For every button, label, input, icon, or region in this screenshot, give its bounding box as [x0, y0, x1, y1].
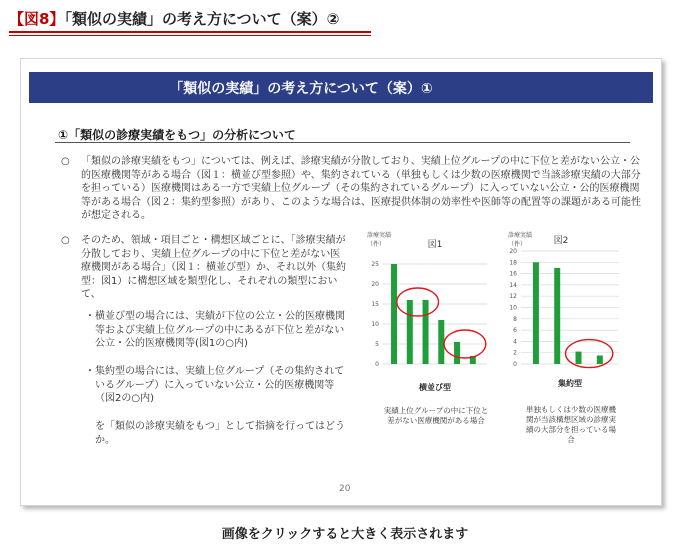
x-axis-label: 集約型: [558, 379, 582, 388]
page-heading: [9, 8, 339, 29]
y-tick-label: 5: [375, 341, 379, 348]
chart-caption-line: 実績上位グループの中に下位と: [383, 406, 489, 415]
bar: [597, 356, 603, 364]
heading-underline: [9, 31, 371, 33]
bullet-mark: ○: [61, 156, 70, 167]
y-axis-label: 診療実績: [367, 232, 392, 239]
y-tick-label: 0: [513, 361, 517, 368]
paragraph-1-text: 「類似の診療実績をもつ」については、例えば、診療実績が分散しており、実績上位グループの中に下位と差がない公立・公的医療機関等がある場合（図１：横並び型参照）や、集約されている（単独もしくは少数の医療機関で当該診療実績の大部分を担っている）医療機関はある一方で実績上位グループ（その集約されているグループ）に入っていない公立・公的医療機関等がある場合（図２：集約型参照）があり、このような場合は、医療提供体制の効率性や医師等の配置等の課題がある可能性が想定される。: [81, 156, 641, 221]
y-tick-label: 10: [509, 304, 517, 312]
highlight-circle: [397, 288, 439, 316]
slide-title: 「類似の実績」の考え方について（案）①: [169, 80, 433, 97]
sub-bullet-mark: ・: [85, 366, 95, 377]
x-axis-label: 横並び型: [419, 383, 451, 392]
y-tick-label: 12: [509, 293, 517, 301]
y-tick-label: 0: [375, 361, 379, 368]
bar: [407, 300, 413, 364]
y-tick-label: 25: [371, 261, 379, 268]
closing-text: を「類似の診療実績をもつ」として指摘を行ってはどうか。: [95, 421, 345, 446]
y-tick-label: 20: [371, 281, 379, 288]
bar: [391, 264, 397, 364]
section-heading: ①「類似の診療実績をもつ」の分析について: [58, 128, 296, 142]
y-axis-label: （件）: [367, 241, 386, 248]
slide-page-number: 20: [339, 484, 351, 494]
bar: [576, 352, 582, 364]
sub-item-1-text: 横並び型の場合には、実績が下位の公立・公的医療機関等および実績上位グループの中にあるが下位と差がない公立・公的医療機関等(図1の○内): [95, 311, 345, 349]
chart-caption-line: 績の大部分を担っている場: [526, 425, 616, 434]
chart-caption-line: 差がない医療機関がある場合: [387, 416, 485, 425]
chart-caption-line: 単独もしくは少数の医療機: [526, 405, 616, 414]
y-tick-label: 15: [371, 301, 379, 308]
y-tick-label: 16: [509, 270, 517, 278]
y-axis-label: 診療実績: [508, 232, 533, 239]
y-tick-label: 2: [513, 349, 517, 357]
bullet-mark: ○: [61, 235, 70, 246]
y-tick-label: 18: [509, 259, 517, 267]
chart-title: 図1: [427, 240, 443, 250]
chart-caption-line: 関が当該構想区域の診療実: [526, 415, 616, 424]
heading-underline-thin: [9, 35, 371, 36]
slide-image[interactable]: [20, 58, 662, 506]
heading-title: 「類似の実績」の考え方について（案）②: [64, 10, 340, 28]
y-tick-label: 10: [371, 321, 379, 328]
bar: [423, 300, 429, 364]
heading-label: 【図8】: [9, 10, 65, 28]
click-caption: 画像をクリックすると大きく表示されます: [221, 527, 469, 542]
charts-svg: [21, 59, 661, 505]
sub-item-2-text: 集約型の場合には、実績上位グループ（その集約されているグループ）に入っていない公立・公的医療機関等（図2の○内): [95, 366, 345, 404]
y-axis-label: （件）: [508, 241, 527, 248]
paragraph-2-text: そのため、領域・項目ごと・構想区域ごとに、「診療実績が分散しており、実績上位グループの中に下位と差がない医療機関がある場合」（図１：横並び型）か、それ以外（集約型：図1）に構想区域を類型化し、それぞれの類型において、: [81, 235, 346, 300]
bar: [554, 268, 560, 364]
y-tick-label: 14: [509, 281, 517, 289]
y-tick-label: 6: [513, 327, 517, 335]
bar: [438, 320, 444, 364]
highlight-circle: [566, 340, 613, 368]
chart-title: 図2: [553, 236, 569, 246]
y-tick-label: 20: [509, 248, 517, 255]
y-tick-label: 4: [513, 338, 517, 346]
chart-caption-line: 合: [567, 435, 575, 444]
bar: [533, 262, 539, 364]
sub-bullet-mark: ・: [85, 311, 95, 322]
y-tick-label: 8: [513, 315, 517, 323]
bar: [454, 342, 460, 364]
